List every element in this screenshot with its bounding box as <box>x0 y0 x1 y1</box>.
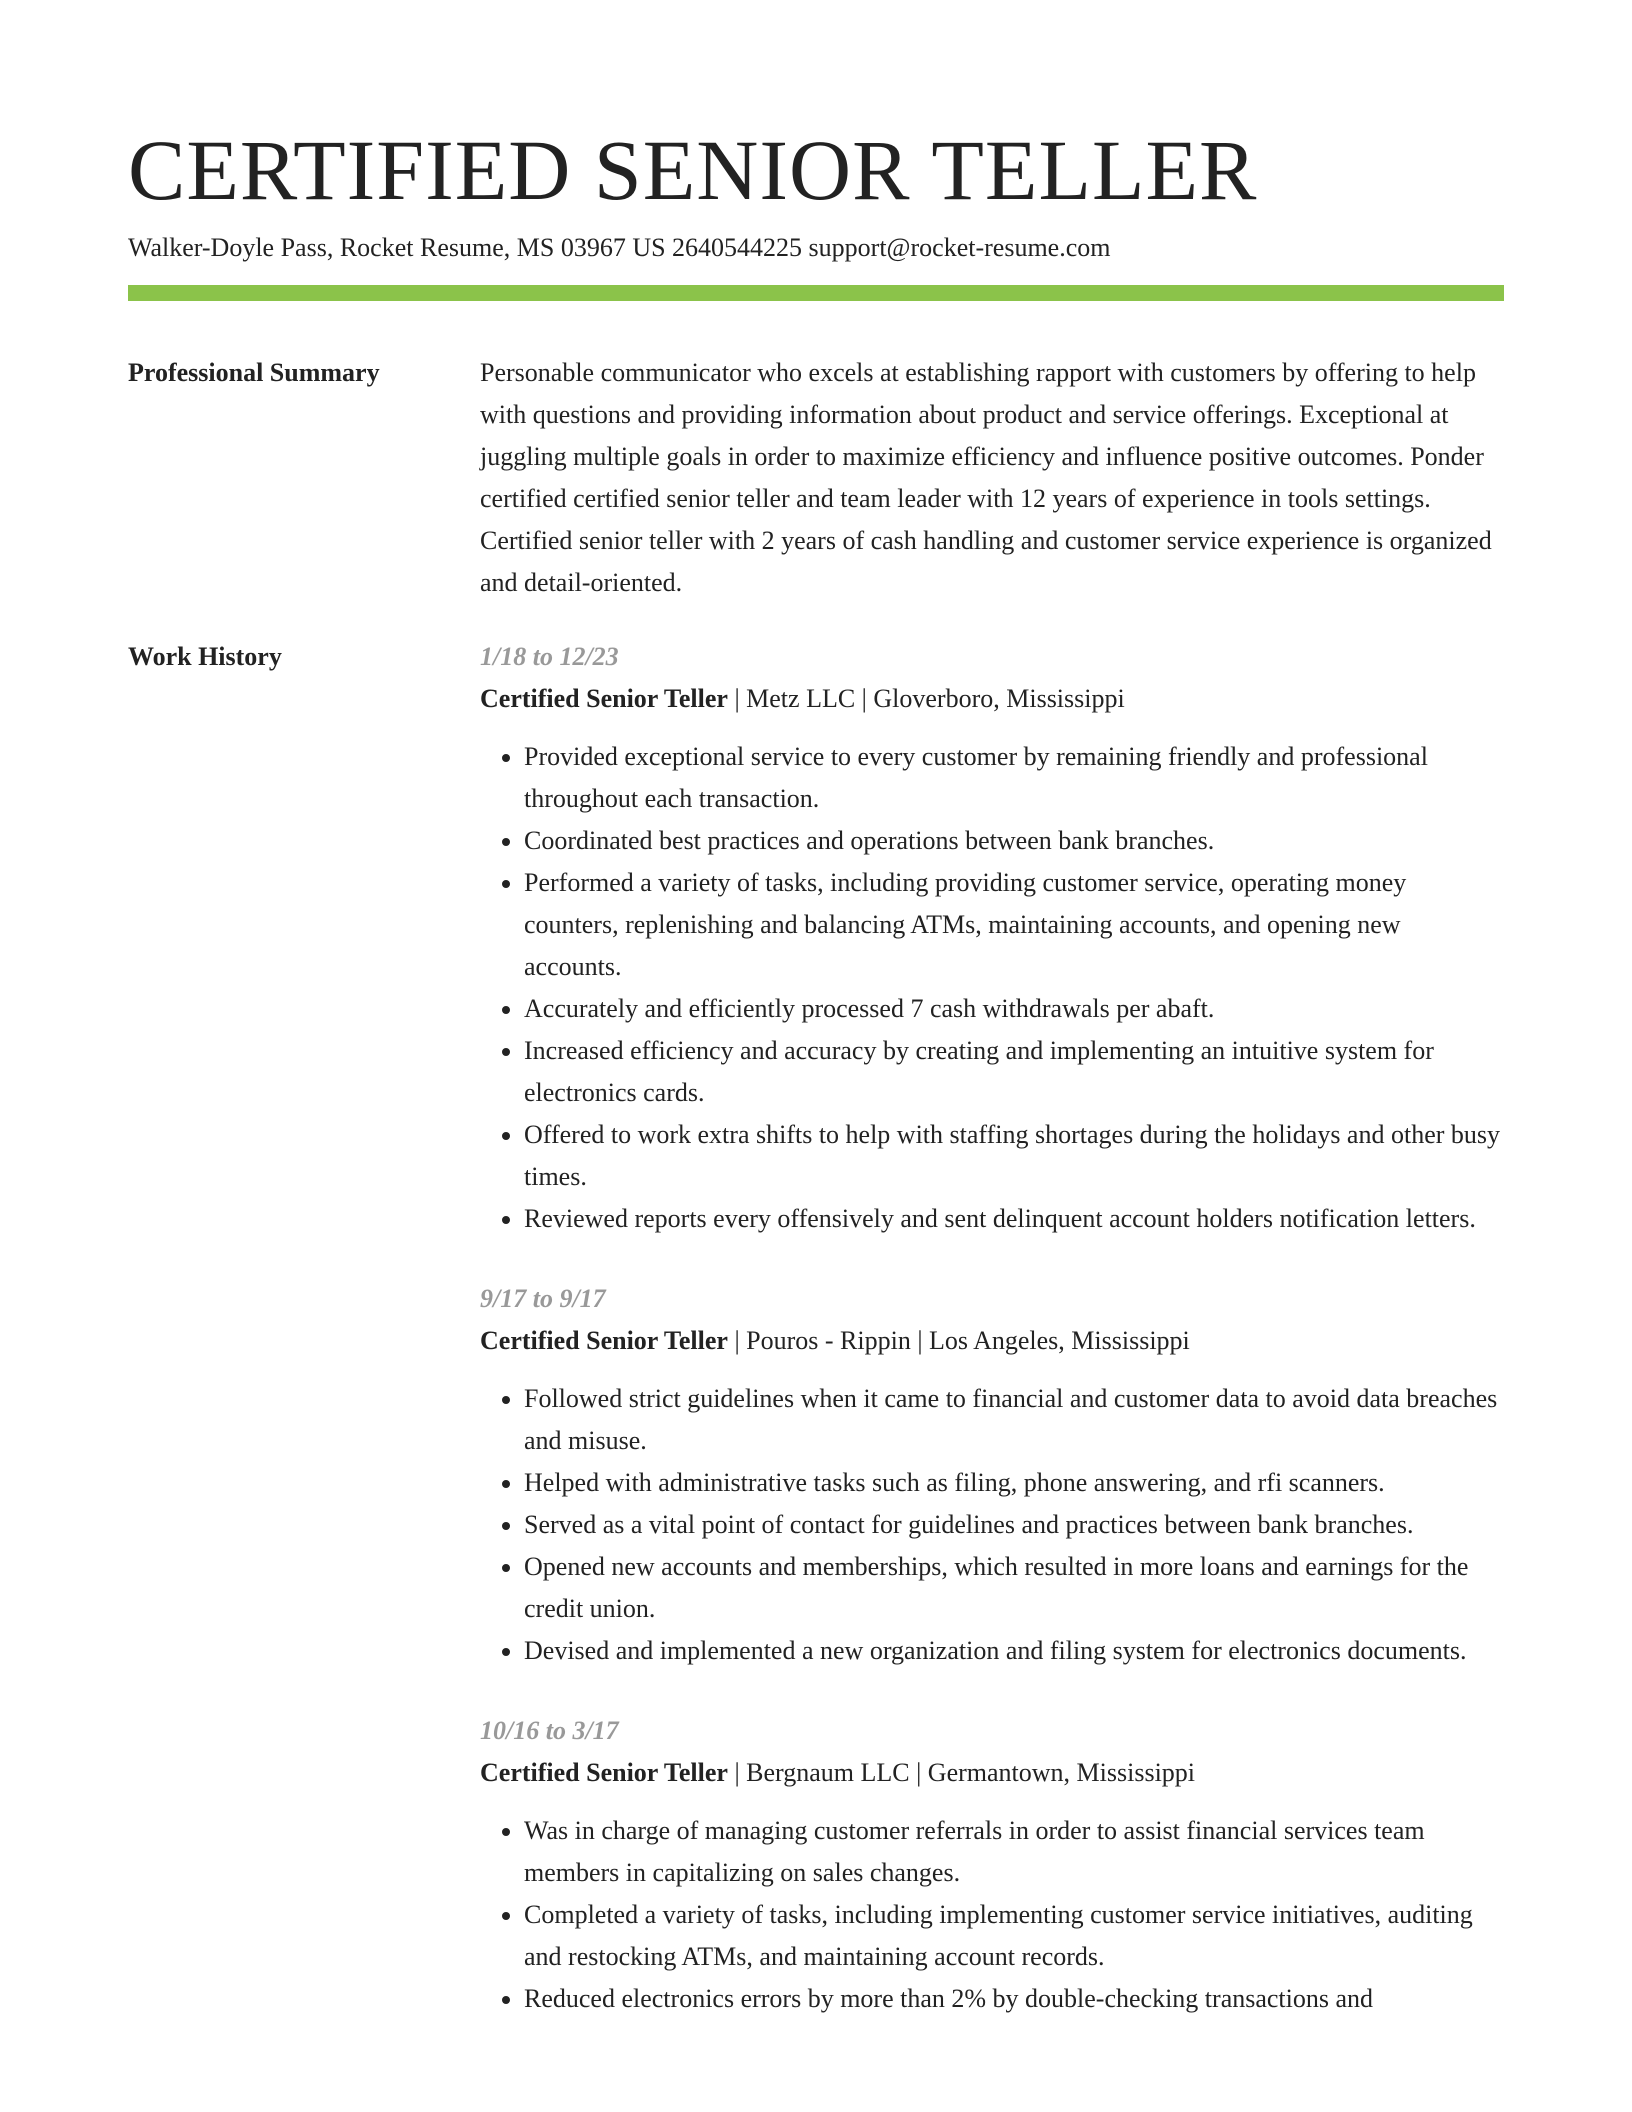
job-bullets <box>480 736 1504 1240</box>
job-bullet: • Devised and implemented a new organization and filing system for electronics documents. <box>524 1630 1504 1672</box>
work-history-body <box>480 636 1504 2058</box>
job-entry <box>480 1710 1504 2020</box>
job-dates: 9/17 to 9/17 <box>480 1284 606 1313</box>
job-bullet: • Offered to work extra shifts to help with staffing shortages during the holidays and other busy times. <box>524 1114 1504 1198</box>
summary-heading: Professional Summary <box>128 358 380 387</box>
job-bullet: • Reduced electronics errors by more than 2% by double-checking transactions and <box>524 1978 1504 2020</box>
job-company-location: | Metz LLC | Gloverboro, Mississippi <box>727 684 1125 713</box>
job-bullet: • Served as a vital point of contact for guidelines and practices between bank branches. <box>524 1504 1504 1546</box>
job-dates: 1/18 to 12/23 <box>480 642 619 671</box>
job-bullet: • Was in charge of managing customer referrals in order to assist financial services team members in capitalizing on sales changes. <box>524 1810 1504 1894</box>
job-bullets <box>480 1810 1504 2020</box>
work-history-heading: Work History <box>128 642 282 671</box>
job-bullet: • Performed a variety of tasks, including providing customer service, operating money counters, replenishing and balancing ATMs, maintaining accounts, and opening new accounts. <box>524 862 1504 988</box>
resume-name: CERTIFIED SENIOR TELLER <box>128 122 1258 218</box>
job-bullet: • Increased efficiency and accuracy by creating and implementing an intuitive system for electronics cards. <box>524 1030 1504 1114</box>
summary-text: Personable communicator who excels at establishing rapport with customers by offering to help with questions and providing information about product and service offerings. Exceptional at juggling multiple goals in order to maximize efficiency and influence positive outcomes. Ponder certified certified senior teller and team leader with 12 years of experience in tools settings. Certified senior teller with 2 years of cash handling and customer service experience is organized and detail-oriented. <box>480 358 1492 597</box>
accent-divider <box>128 285 1504 301</box>
job-title: Certified Senior Teller <box>480 1758 728 1787</box>
job-company-location: | Pouros - Rippin | Los Angeles, Mississippi <box>727 1326 1190 1355</box>
job-bullet: • Coordinated best practices and operations between bank branches. <box>524 820 1504 862</box>
job-bullet: • Provided exceptional service to every customer by remaining friendly and professional throughout each transaction. <box>524 736 1504 820</box>
job-bullet: • Helped with administrative tasks such as filing, phone answering, and rfi scanners. <box>524 1462 1504 1504</box>
job-company-location: | Bergnaum LLC | Germantown, Mississippi <box>727 1758 1196 1787</box>
job-bullets <box>480 1378 1504 1672</box>
job-bullet: • Accurately and efficiently processed 7 cash withdrawals per abaft. <box>524 988 1504 1030</box>
job-bullet: • Completed a variety of tasks, including implementing customer service initiatives, auditing and restocking ATMs, and maintaining account records. <box>524 1894 1504 1978</box>
job-dates: 10/16 to 3/17 <box>480 1716 619 1745</box>
job-heading <box>480 1752 1504 1794</box>
job-heading <box>480 1320 1504 1362</box>
job-bullet: • Followed strict guidelines when it came to financial and customer data to avoid data breaches and misuse. <box>524 1378 1504 1462</box>
job-bullet: • Reviewed reports every offensively and sent delinquent account holders notification letters. <box>524 1198 1504 1240</box>
job-title: Certified Senior Teller <box>480 1326 728 1355</box>
contact-info: Walker-Doyle Pass, Rocket Resume, MS 03967 US 2640544225 support@rocket-resume.com <box>128 233 1111 262</box>
job-heading <box>480 678 1504 720</box>
job-title: Certified Senior Teller <box>480 684 728 713</box>
job-entry <box>480 1278 1504 1672</box>
job-entry <box>480 636 1504 1240</box>
job-bullet: • Opened new accounts and memberships, which resulted in more loans and earnings for the credit union. <box>524 1546 1504 1630</box>
summary-body <box>480 352 1504 604</box>
